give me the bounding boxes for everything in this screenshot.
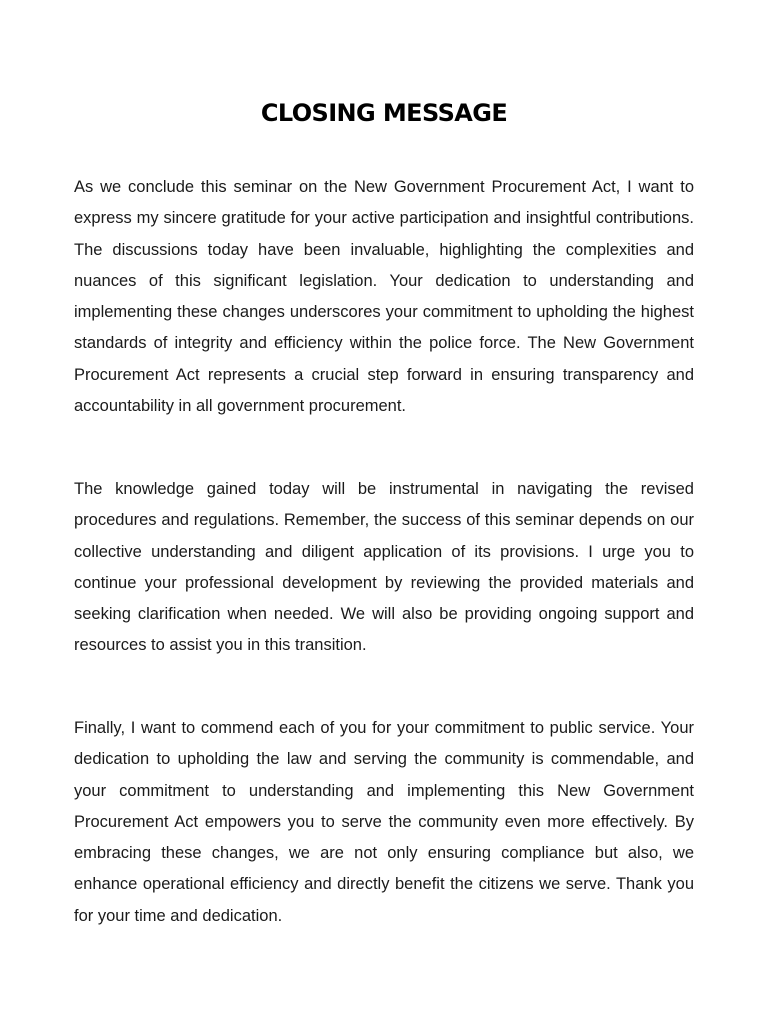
paragraph-1: As we conclude this seminar on the New Government Procurement Act, I want to express my sincere gratitude for your active participation and insightful contributions. The discussions today have been invaluable, highlighting the complexities and nuances of this significant legislation. Your dedication to understanding and implementing these changes underscores your commitment to upholding the highest standards of integrity and efficiency within the police force. The New Government Procurement Act represents a crucial step forward in ensuring transparency and accountability in all government procurement. [74,178,694,416]
paragraph-2: The knowledge gained today will be instrumental in navigating the revised procedures and regulations. Remember, the success of this seminar depends on our collective understanding and diligent application of its provisions. I urge you to continue your professional development by reviewing the provided materials and seeking clarification when needed. We will also be providing ongoing support and resources to assist you in this transition. [74,480,694,655]
page-title: CLOSING MESSAGE [260,99,508,127]
paragraph-3: Finally, I want to commend each of you for your commitment to public service. Your dedication to upholding the law and serving the community is commendable, and your commitment to understanding and implementing this New Government Procurement Act empowers you to serve the community even more effectively. By embracing these changes, we are not only ensuring compliance but also, we enhance operational efficiency and directly benefit the citizens we serve. Thank you for your time and dedication. [74,719,694,925]
